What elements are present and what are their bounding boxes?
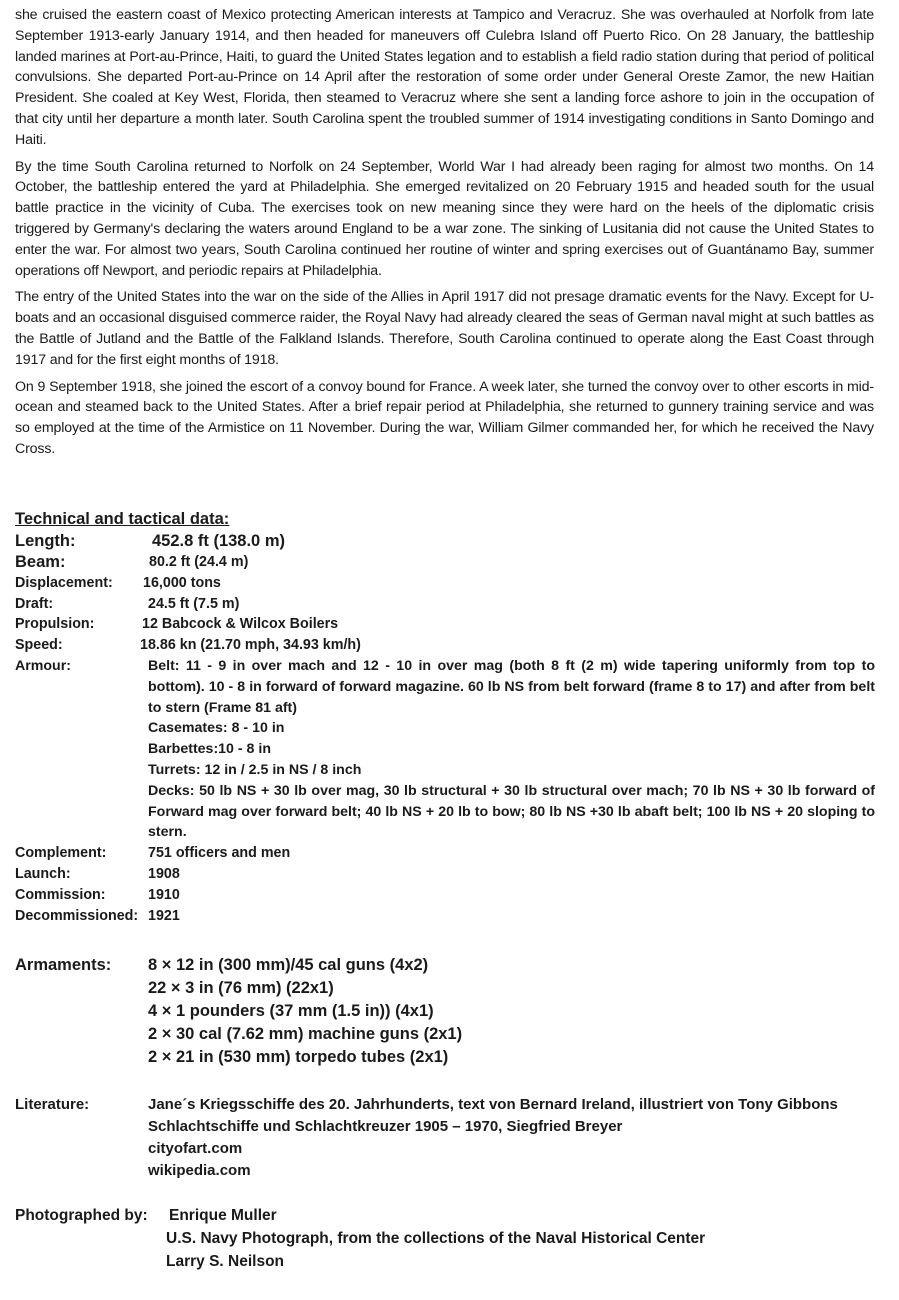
technical-data-section bbox=[15, 508, 875, 926]
spec-label: Length: bbox=[15, 532, 76, 550]
paragraph: The entry of the United States into the war on the side of the Allies in April 1917 did not presage dramatic events for the Navy. Except for U-boats and an occasional disguised commerce raider, the Royal Navy had already cleared the seas of German naval might at such battles as the Battle of Jutland and the Battle of the Falkland Islands. Therefore, South Carolina continued to operate along the East Coast through 1917 and for the first eight months of 1918. bbox=[15, 289, 874, 368]
spec-value: 1908 bbox=[148, 865, 180, 882]
spec-value: 18.86 kn (21.70 mph, 34.93 km/h) bbox=[140, 637, 361, 654]
armaments-label: Armaments: bbox=[15, 956, 112, 974]
photographed-label: Photographed by: bbox=[15, 1207, 148, 1224]
literature-label: Literature: bbox=[15, 1096, 90, 1113]
spec-label: Commission: bbox=[15, 886, 106, 903]
spec-label: Beam: bbox=[15, 553, 66, 571]
photographer-item: Enrique Muller bbox=[169, 1207, 277, 1224]
spec-label: Armour: bbox=[15, 657, 71, 674]
armament-item: 2 × 30 cal (7.62 mm) machine guns (2x1) bbox=[148, 1025, 463, 1043]
armament-item: 2 × 21 in (530 mm) torpedo tubes (2x1) bbox=[148, 1048, 449, 1066]
spec-row-length bbox=[15, 530, 875, 552]
armaments-list bbox=[148, 954, 462, 1069]
armament-item: 8 × 12 in (300 mm)/45 cal guns (4x2) bbox=[148, 956, 429, 974]
spec-row-complement bbox=[15, 843, 875, 864]
spec-label: Propulsion: bbox=[15, 616, 95, 633]
armour-belt: Belt: 11 - 9 in over mach and 12 - 10 in over mag (both 8 ft (2 m) wide tapering uniformly from top to bottom). 10 - 8 in forward of forward magazine. 60 lb NS from belt forward (frame 8 to 17) and after from belt to stern (Frame 81 aft) bbox=[148, 657, 875, 716]
armament-item: 4 × 1 pounders (37 mm (1.5 in)) (4x1) bbox=[148, 1002, 434, 1020]
spec-value: 1910 bbox=[148, 886, 180, 903]
literature-list bbox=[148, 1094, 838, 1182]
photographer-item: Larry S. Neilson bbox=[166, 1253, 285, 1270]
spec-value: 16,000 tons bbox=[143, 574, 221, 591]
paragraph: she cruised the eastern coast of Mexico protecting American interests at Tampico and Veracruz. She was overhauled at Norfolk from late September 1913-early January 1914, and then headed for maneuvers off Culebra Island off Puerto Rico. On 28 January, the battleship landed marines at Port-au-Prince, Haiti, to guard the United States legation and to establish a field radio station during that period of political convulsions. She departed Port-au-Prince on 14 April after the restoration of some order under General Oreste Zamor, the new Haitian President. She coaled at Key West, Florida, then steamed to Veracruz where she sent a landing force ashore to join in the occupation of that city until her departure a month later. South Carolina spent the troubled summer of 1914 investigating conditions in Santo Domingo and Haiti. bbox=[15, 7, 874, 148]
spec-value: 1921 bbox=[148, 907, 180, 924]
literature-item: Jane´s Kriegsschiffe des 20. Jahrhunderts, text von Bernard Ireland, illustriert von Tony Gibbons bbox=[148, 1096, 838, 1113]
armour-decks: Decks: 50 lb NS + 30 lb over mag, 30 lb structural + 30 lb structural over mach; 70 lb NS + 30 lb forward of Forward mag over forward belt; 40 lb NS + 20 lb to bow; 80 lb NS +30 lb abaft belt; 100 lb NS + 20 sloping to stern. bbox=[148, 782, 875, 841]
literature-item: cityofart.com bbox=[148, 1140, 243, 1157]
literature-item: wikipedia.com bbox=[148, 1162, 251, 1179]
spec-label: Decommissioned: bbox=[15, 907, 139, 924]
spec-label: Complement: bbox=[15, 845, 107, 862]
spec-row-beam bbox=[15, 552, 875, 573]
spec-row-draft bbox=[15, 594, 875, 615]
spec-row-displacement bbox=[15, 573, 875, 594]
spec-value: 12 Babcock & Wilcox Boilers bbox=[142, 616, 339, 633]
spec-row-commission bbox=[15, 885, 875, 906]
spec-value: 80.2 ft (24.4 m) bbox=[149, 554, 249, 570]
armour-casemates: Casemates: 8 - 10 in bbox=[148, 720, 285, 737]
spec-row-launch bbox=[15, 864, 875, 885]
spec-label: Displacement: bbox=[15, 574, 113, 591]
spec-row-propulsion bbox=[15, 614, 875, 635]
spec-value: 751 officers and men bbox=[148, 845, 291, 862]
spec-label: Launch: bbox=[15, 865, 71, 882]
armaments-section bbox=[15, 954, 875, 1069]
spec-row-speed bbox=[15, 635, 875, 656]
photographer-first-row bbox=[15, 1204, 885, 1227]
spec-label: Speed: bbox=[15, 637, 63, 654]
spec-row-armour bbox=[15, 656, 875, 843]
armour-turrets: Turrets: 12 in / 2.5 in NS / 8 inch bbox=[148, 761, 362, 778]
photographed-by-section bbox=[15, 1204, 885, 1273]
literature-section bbox=[15, 1094, 885, 1182]
armour-details bbox=[148, 656, 875, 843]
spec-value: 24.5 ft (7.5 m) bbox=[148, 595, 240, 612]
literature-item: Schlachtschiffe und Schlachtkreuzer 1905 – 1970, Siegfried Breyer bbox=[148, 1118, 623, 1135]
spec-row-decommissioned bbox=[15, 906, 875, 927]
armament-item: 22 × 3 in (76 mm) (22x1) bbox=[148, 979, 334, 997]
armour-barbettes: Barbettes:10 - 8 in bbox=[148, 741, 271, 758]
section-heading: Technical and tactical data: bbox=[15, 510, 230, 528]
paragraph: By the time South Carolina returned to Norfolk on 24 September, World War I had already been raging for almost two months. On 14 October, the battleship entered the yard at Philadelphia. She emerged revitalized on 20 February 1915 and headed south for the usual battle practice in the vicinity of Cuba. The exercises took on new meaning since they were hard on the heels of the diplomatic crisis triggered by Germany's declaring the waters around England to be a war zone. The sinking of Lusitania did not cause the United States to enter the war. For almost two years, South Carolina continued her routine of winter and spring exercises out of Guantánamo Bay, summer operations off Newport, and periodic repairs at Philadelphia. bbox=[15, 158, 874, 279]
photographer-item: U.S. Navy Photograph, from the collections of the Naval Historical Center bbox=[166, 1230, 706, 1247]
spec-value: 452.8 ft (138.0 m) bbox=[152, 532, 285, 550]
paragraph: On 9 September 1918, she joined the escort of a convoy bound for France. A week later, she turned the convoy over to other escorts in mid-ocean and steamed back to the United States. After a brief repair period at Philadelphia, she returned to gunnery training service and was so employed at the time of the Armistice on 11 November. During the war, William Gilmer commanded her, for which he received the Navy Cross. bbox=[15, 378, 874, 457]
spec-label: Draft: bbox=[15, 595, 54, 612]
history-text bbox=[15, 5, 874, 460]
